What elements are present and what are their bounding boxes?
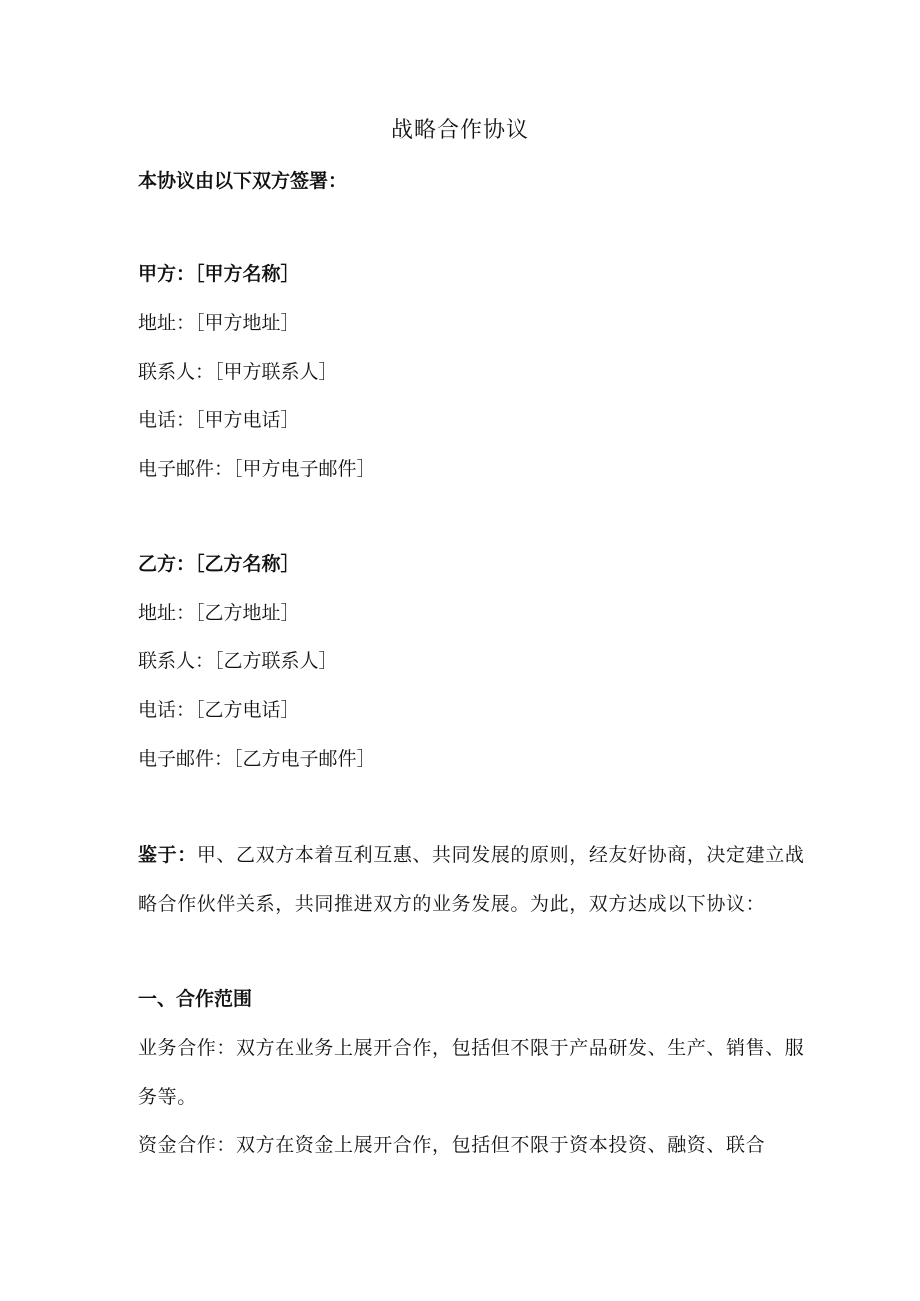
party-a-phone: 电话：［甲方电话］ [138, 409, 300, 431]
section1-business-paragraph: 业务合作：双方在业务上展开合作，包括但不限于产品研发、生产、销售、服务等。 [138, 1037, 805, 1108]
whereas-text: 甲、乙双方本着互利互惠、共同发展的原则，经友好协商，决定建立战略合作伙伴关系，共同推进双方的业务发展。为此，双方达成以下协议： [138, 844, 805, 915]
party-a-address: 地址：［甲方地址］ [138, 312, 300, 334]
party-b-heading: 乙方：［乙方名称］ [138, 553, 300, 575]
party-b-contact: 联系人：［乙方联系人］ [138, 650, 338, 672]
party-b-address: 地址：［乙方地址］ [138, 602, 300, 624]
section1-capital-paragraph: 资金合作：双方在资金上展开合作，包括但不限于资本投资、融资、联合 [138, 1134, 766, 1156]
party-b-email: 电子邮件：［乙方电子邮件］ [138, 748, 376, 770]
party-b-phone: 电话：［乙方电话］ [138, 699, 300, 721]
document-title: 战略合作协议 [390, 118, 529, 143]
party-a-email: 电子邮件：［甲方电子邮件］ [138, 458, 376, 480]
party-a-heading: 甲方：［甲方名称］ [138, 263, 300, 285]
party-a-contact: 联系人：［甲方联系人］ [138, 361, 338, 383]
intro-line: 本协议由以下双方签署： [138, 170, 348, 192]
whereas-label: 鉴于： [138, 844, 197, 866]
whereas-paragraph [138, 831, 810, 928]
section1-heading: 一、合作范围 [138, 988, 253, 1010]
